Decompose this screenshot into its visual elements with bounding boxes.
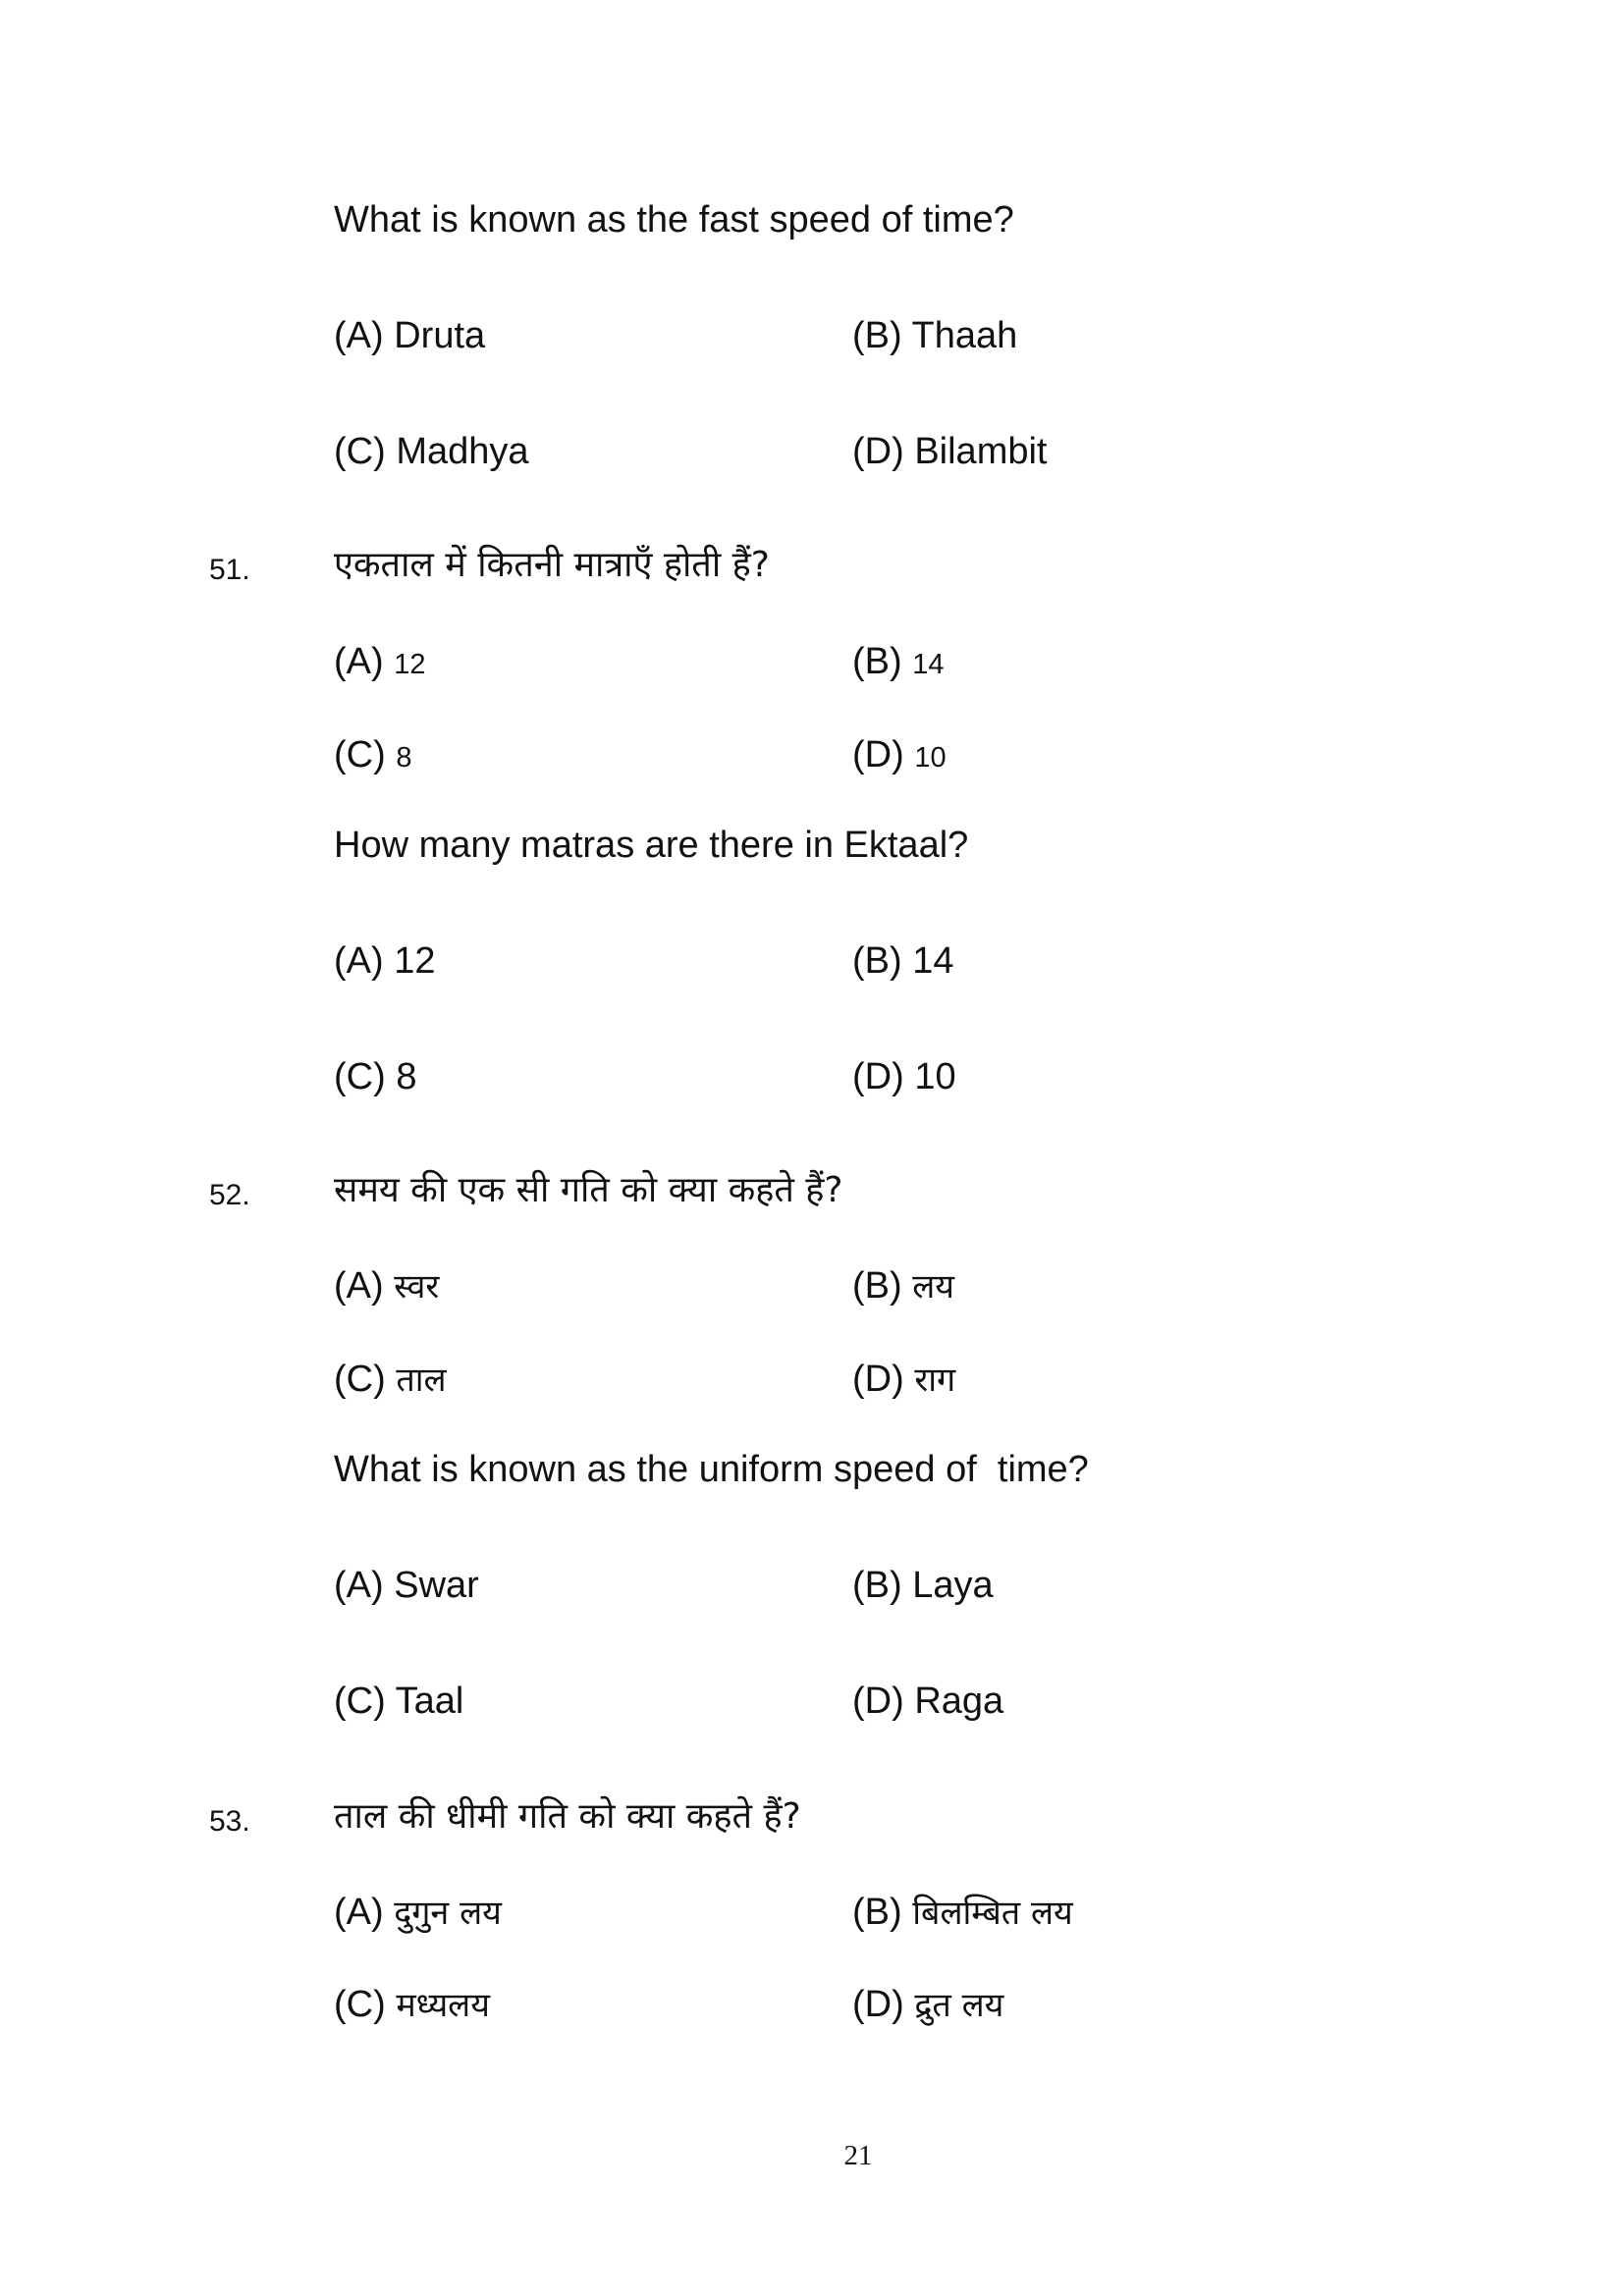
q52-hi-option-a (334, 1267, 439, 1305)
option-text: 10 (914, 742, 947, 774)
option-letter: (C) (334, 431, 386, 472)
option-letter: (C) (334, 1056, 386, 1097)
question-52-number: 52. (209, 1179, 250, 1211)
option-text: दुगुन लय (394, 1894, 502, 1933)
question-51-english-text: How many matras are there in Ektaal? (334, 825, 969, 866)
option-letter: (B) (852, 940, 902, 982)
option-letter: (B) (852, 641, 902, 682)
option-text: Thaah (911, 315, 1018, 356)
q51-en-option-d (852, 1058, 956, 1095)
q50-en-option-b (852, 317, 1017, 354)
option-text: Laya (912, 1565, 994, 1606)
option-text: स्वर (394, 1267, 440, 1307)
option-letter: (D) (852, 1359, 904, 1400)
option-letter: (C) (334, 1359, 386, 1400)
option-text: 8 (396, 742, 412, 774)
q51-hi-option-b (852, 643, 944, 680)
option-text: मध्यलय (396, 1986, 490, 2025)
q50-en-option-d (852, 433, 1047, 470)
option-letter: (B) (852, 1892, 902, 1933)
option-text: 12 (394, 940, 436, 982)
option-letter: (B) (852, 315, 902, 356)
option-text: 14 (912, 649, 945, 680)
question-51-hindi-text: एकताल में कितनी मात्राएँ होती हैं? (334, 545, 770, 585)
option-letter: (A) (334, 315, 384, 356)
question-51-number: 51. (209, 554, 250, 586)
option-letter: (A) (334, 1265, 384, 1307)
option-letter: (D) (852, 1056, 904, 1097)
q53-hi-option-c (334, 1986, 490, 2023)
option-text: Madhya (396, 431, 529, 472)
option-text: राग (914, 1361, 956, 1400)
q53-hi-option-a (334, 1894, 502, 1931)
q52-en-option-b (852, 1567, 994, 1604)
option-text: Bilambit (914, 431, 1048, 472)
q51-en-option-a (334, 942, 436, 980)
option-text: 8 (396, 1056, 417, 1097)
q52-en-option-d (852, 1682, 1003, 1720)
q53-hi-option-d (852, 1986, 1003, 2023)
option-letter: (D) (852, 734, 904, 775)
question-53-number: 53. (209, 1805, 250, 1838)
option-letter: (B) (852, 1265, 902, 1307)
q50-en-option-a (334, 317, 485, 354)
question-52-english-text: What is known as the uniform speed of time? (334, 1449, 1089, 1490)
option-text: बिलम्बित लय (912, 1894, 1073, 1933)
option-letter: (C) (334, 734, 386, 775)
q53-hi-option-b (852, 1894, 1073, 1931)
q50-en-option-c (334, 433, 529, 470)
q52-en-option-a (334, 1567, 479, 1604)
q52-hi-option-d (852, 1361, 955, 1398)
page-number: 21 (843, 2140, 873, 2171)
option-text: 10 (914, 1056, 956, 1097)
q51-en-option-b (852, 942, 954, 980)
q51-hi-option-d (852, 736, 947, 774)
q51-en-option-c (334, 1058, 416, 1095)
option-letter: (A) (334, 1565, 384, 1606)
option-text: Raga (914, 1681, 1004, 1722)
option-letter: (D) (852, 1681, 904, 1722)
q52-en-option-c (334, 1682, 463, 1720)
question-52-hindi-text: समय की एक सी गति को क्या कहते हैं? (334, 1170, 843, 1210)
option-text: लय (912, 1267, 954, 1307)
question-50-english-text: What is known as the fast speed of time? (334, 199, 1014, 240)
option-letter: (D) (852, 431, 904, 472)
q51-hi-option-c (334, 736, 411, 774)
option-letter: (A) (334, 940, 384, 982)
q52-hi-option-c (334, 1361, 447, 1398)
option-text: Swar (394, 1565, 479, 1606)
option-text: Druta (394, 315, 486, 356)
option-letter: (C) (334, 1681, 386, 1722)
option-text: 12 (394, 649, 426, 680)
option-letter: (A) (334, 1892, 384, 1933)
option-text: द्रुत लय (914, 1986, 1004, 2025)
question-53-hindi-text: ताल की धीमी गति को क्या कहते हैं? (334, 1796, 801, 1837)
option-letter: (C) (334, 1984, 386, 2025)
option-letter: (A) (334, 641, 384, 682)
q51-hi-option-a (334, 643, 425, 680)
option-text: Taal (395, 1681, 464, 1722)
option-text: 14 (912, 940, 954, 982)
option-letter: (B) (852, 1565, 902, 1606)
option-letter: (D) (852, 1984, 904, 2025)
option-text: ताल (396, 1361, 447, 1400)
q52-hi-option-b (852, 1267, 954, 1305)
